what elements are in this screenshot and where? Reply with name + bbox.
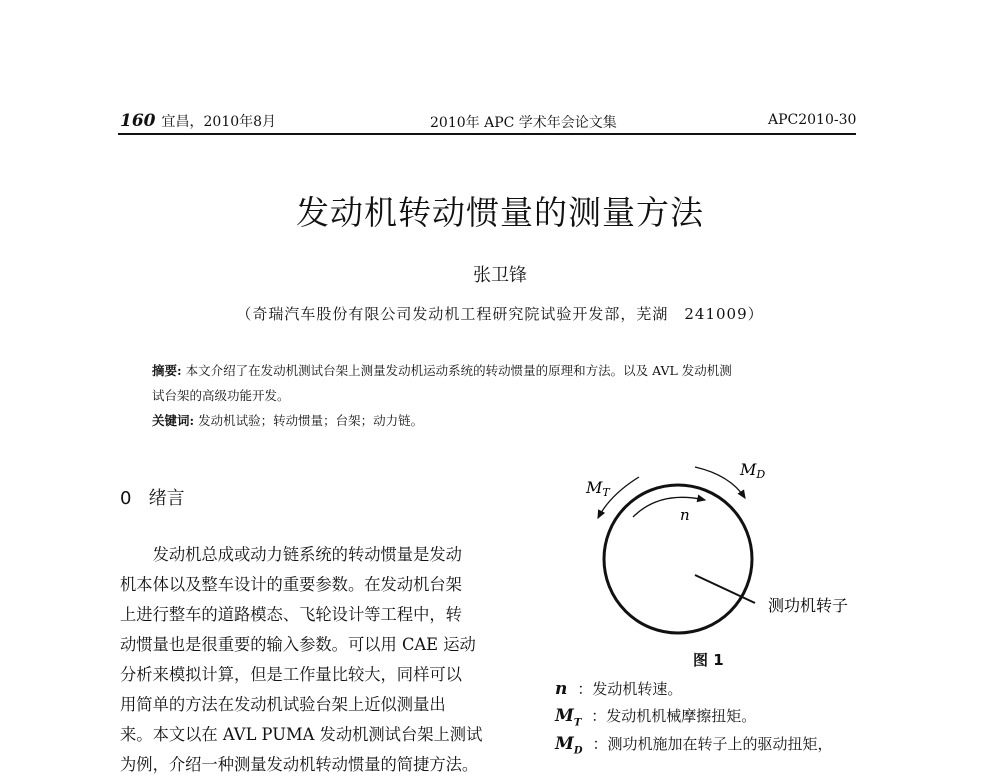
n-label: n — [680, 506, 690, 524]
body-line: 分析来模拟计算，但是工作量比较大，同样可以 — [120, 665, 462, 684]
figure-1-diagram — [560, 455, 880, 645]
legend-item — [555, 705, 756, 728]
abstract-label: 摘要: — [152, 363, 182, 378]
body-line: 用简单的方法在发动机试验台架上近似测量出 — [120, 695, 446, 714]
paper-title: 发动机转动惯量的测量方法 — [296, 193, 704, 232]
rotor-circle — [604, 485, 752, 633]
legend-text: ：发动机转速。 — [577, 680, 683, 698]
legend-symbol: $M_T$ — [555, 706, 582, 729]
legend-symbol: n — [555, 679, 568, 699]
keywords — [152, 411, 423, 429]
header-rule — [118, 133, 856, 135]
body-text — [120, 540, 498, 774]
body-line: 为例，介绍一种测量发动机转动惯量的简捷方法。 — [120, 755, 479, 774]
figure-caption: 图 1 — [693, 651, 724, 669]
header-left — [120, 111, 276, 131]
body-line: 发动机总成或动力链系统的转动惯量是发动 — [120, 545, 462, 564]
affiliation: （奇瑞汽车股份有限公司发动机工程研究院试验开发部，芜湖 241009） — [236, 305, 764, 323]
mt-label: MT — [586, 478, 610, 499]
page-number: 160 — [120, 111, 156, 131]
legend-text: ：发动机机械摩擦扭矩。 — [591, 707, 757, 725]
rotor-label: 测功机转子 — [768, 596, 849, 615]
body-line: 上进行整车的道路模态、飞轮设计等工程中，转 — [120, 605, 462, 624]
body-line: 来。本文以在 AVL PUMA 发动机测试台架上测试 — [120, 725, 483, 744]
n-arrow — [633, 497, 705, 517]
body-line: 机本体以及整车设计的重要参数。在发动机台架 — [120, 575, 462, 594]
legend-symbol: $M_D$ — [555, 734, 583, 757]
md-label: MD — [740, 460, 766, 481]
section-number: 0 — [120, 488, 132, 509]
abstract-line-1 — [152, 361, 732, 379]
legend-item — [555, 733, 833, 756]
abstract-text: 本文介绍了在发动机测试台架上测量发动机运动系统的转动惯量的原理和方法。以及 AVL 发动机测 — [185, 363, 732, 378]
header-center: 2010年 APC 学术年会论文集 — [430, 115, 617, 131]
keywords-text: 发动机试验；转动惯量；台架；动力链。 — [198, 413, 424, 428]
keywords-label: 关键词: — [152, 413, 195, 428]
author: 张卫锋 — [473, 265, 527, 286]
header-right: APC2010-30 — [768, 112, 857, 128]
section-heading — [120, 484, 185, 510]
body-line: 动惯量也是很重要的输入参数。可以用 CAE 运动 — [120, 635, 476, 654]
abstract-line-2: 试台架的高级功能开发。 — [152, 388, 290, 403]
legend-item — [555, 678, 682, 699]
section-title: 绪言 — [148, 488, 185, 509]
header-location-date: 宜昌，2010年8月 — [161, 114, 277, 130]
legend-text: ：测功机施加在转子上的驱动扭矩， — [592, 735, 833, 753]
md-arrow — [695, 467, 745, 498]
